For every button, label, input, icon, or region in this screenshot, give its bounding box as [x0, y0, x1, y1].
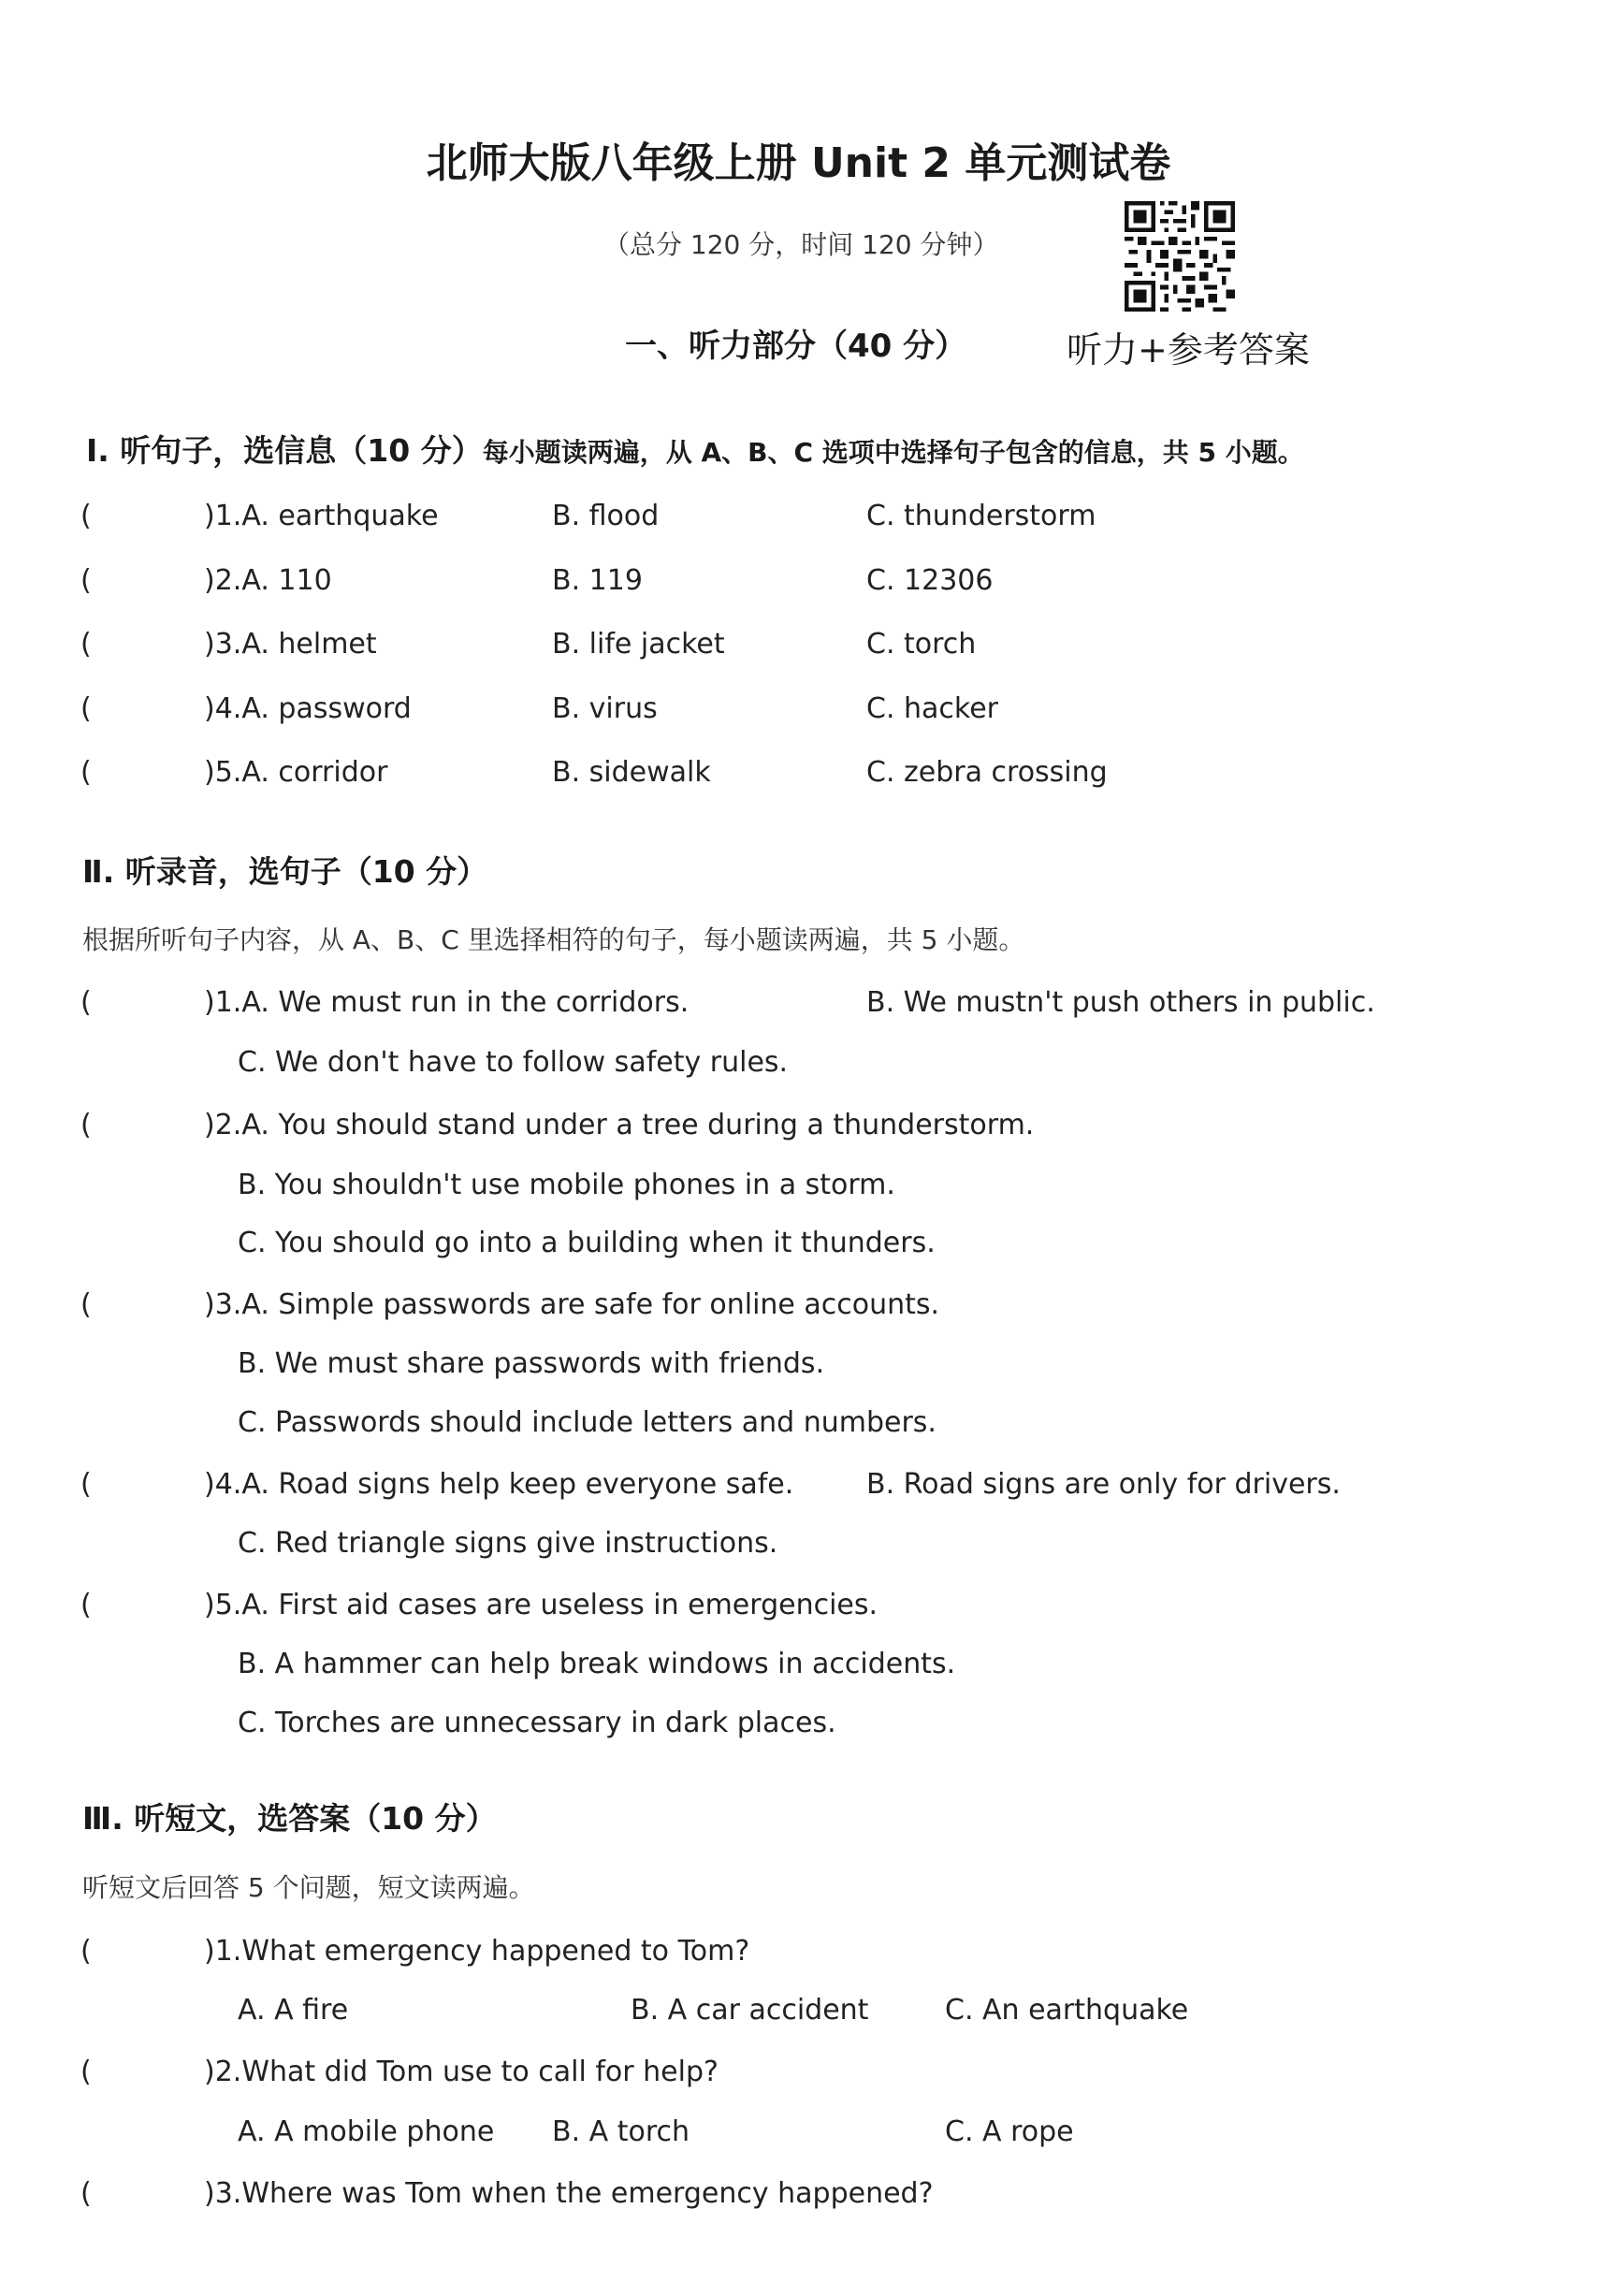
answer-paren[interactable]: ( — [80, 1935, 92, 1968]
answer-paren[interactable]: ( — [80, 1109, 92, 1141]
option-b: B. A hammer can help break windows in accidents. — [238, 1648, 956, 1680]
question-stem: )4.A. Road signs help keep everyone safe. — [204, 1468, 794, 1501]
option-b: B. flood — [552, 500, 660, 532]
option-c: C. A rope — [945, 2115, 1074, 2148]
question-stem: )1.A. We must run in the corridors. — [204, 986, 690, 1019]
qr-caption: 听力+参考答案 — [1067, 329, 1310, 371]
question-stem: )4.A. password — [204, 692, 412, 725]
answer-paren[interactable]: ( — [80, 2056, 92, 2088]
option-a: A. A mobile phone — [238, 2115, 495, 2148]
option-c: C. 12306 — [866, 564, 994, 597]
option-b: B. 119 — [552, 564, 643, 597]
section-3-heading: Ⅲ. 听短文，选答案（10 分） — [82, 1800, 497, 1837]
question-stem: )3.A. helmet — [204, 628, 377, 661]
question-stem: )1.What emergency happened to Tom? — [204, 1935, 750, 1968]
question-stem: )5.A. First aid cases are useless in emergencies. — [204, 1589, 878, 1621]
option-c: C. You should go into a building when it thunders. — [238, 1227, 936, 1259]
section-2-instruction: 根据所听句子内容，从 A、B、C 里选择相符的句子，每小题读两遍，共 5 小题。 — [82, 924, 1025, 955]
option-c: C. torch — [866, 628, 977, 661]
part-heading: 一、听力部分（40 分） — [625, 327, 967, 365]
answer-paren[interactable]: ( — [80, 756, 92, 789]
page-title: 北师大版八年级上册 Unit 2 单元测试卷 — [426, 139, 1171, 187]
qr-code-icon[interactable] — [1125, 201, 1235, 312]
question-stem: )1.A. earthquake — [204, 500, 439, 532]
question-stem: )2.A. 110 — [204, 564, 332, 597]
option-b: B. Road signs are only for drivers. — [866, 1468, 1341, 1501]
option-b: B. virus — [552, 692, 658, 725]
question-stem: )5.A. corridor — [204, 756, 388, 789]
option-c: C. We don't have to follow safety rules. — [238, 1046, 789, 1079]
question-stem: )2.A. You should stand under a tree during a thunderstorm. — [204, 1109, 1035, 1141]
option-c: C. thunderstorm — [866, 500, 1096, 532]
answer-paren[interactable]: ( — [80, 564, 92, 597]
answer-paren[interactable]: ( — [80, 1288, 92, 1321]
option-b: B. We must share passwords with friends. — [238, 1347, 825, 1380]
question-stem: )3.A. Simple passwords are safe for online accounts. — [204, 1288, 940, 1321]
option-b: B. life jacket — [552, 628, 725, 661]
section-1-heading — [86, 427, 1304, 471]
option-c: C. hacker — [866, 692, 999, 725]
question-stem: )2.What did Tom use to call for help? — [204, 2056, 719, 2088]
option-c: C. Torches are unnecessary in dark places. — [238, 1707, 836, 1739]
answer-paren[interactable]: ( — [80, 692, 92, 725]
score-time-note: （总分 120 分，时间 120 分钟） — [603, 229, 999, 260]
answer-paren[interactable]: ( — [80, 628, 92, 661]
option-c: C. An earthquake — [945, 1994, 1189, 2027]
answer-paren[interactable]: ( — [80, 2177, 92, 2210]
section-2-heading: Ⅱ. 听录音，选句子（10 分） — [82, 853, 488, 890]
option-b: B. A car accident — [631, 1994, 869, 2027]
section-1-note: 每小题读两遍，从 A、B、C 选项中选择句子包含的信息，共 5 小题。 — [482, 437, 1304, 468]
section-1-title: Ⅰ. 听句子，选信息（10 分） — [86, 432, 483, 469]
option-a: A. A fire — [238, 1994, 349, 2027]
option-b: B. We mustn't push others in public. — [866, 986, 1375, 1019]
option-c: C. Red triangle signs give instructions. — [238, 1527, 778, 1560]
option-b: B. sidewalk — [552, 756, 711, 789]
option-b: B. A torch — [552, 2115, 690, 2148]
answer-paren[interactable]: ( — [80, 986, 92, 1019]
question-stem: )3.Where was Tom when the emergency happened? — [204, 2177, 934, 2210]
option-c: C. Passwords should include letters and numbers. — [238, 1406, 936, 1439]
section-3-instruction: 听短文后回答 5 个问题，短文读两遍。 — [82, 1872, 535, 1903]
option-c: C. zebra crossing — [866, 756, 1108, 789]
answer-paren[interactable]: ( — [80, 1468, 92, 1501]
option-b: B. You shouldn't use mobile phones in a storm. — [238, 1169, 895, 1201]
answer-paren[interactable]: ( — [80, 1589, 92, 1621]
answer-paren[interactable]: ( — [80, 500, 92, 532]
